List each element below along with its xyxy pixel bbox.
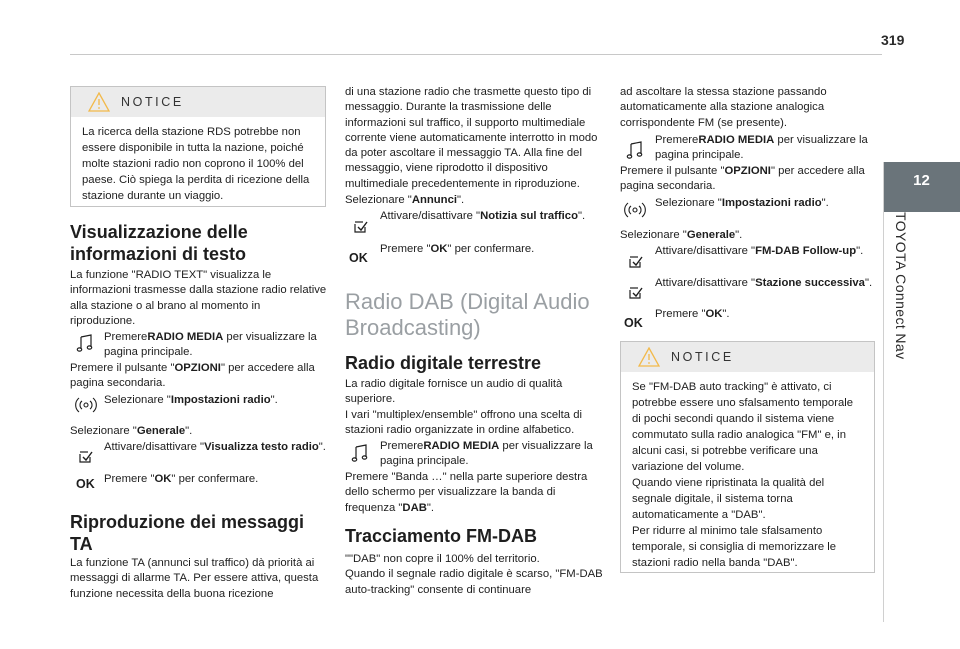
step-confirm-ok: Premere "OK". (655, 308, 730, 320)
warning-icon (88, 92, 110, 112)
notice-label: NOTICE (671, 350, 734, 364)
notice-box-fm-dab (620, 341, 875, 573)
paragraph-auto-tracking: Quando il segnale radio digitale è scarso, "FM-DAB auto-tracking" consente di continuare (345, 568, 603, 596)
paragraph-ta-continued: di una stazione radio che trasmette questo tipo di messaggio. Durante la trasmissione delle informazioni sul traffico, il supporto multimediale corrente viene automaticamente interrotto in modo da poter ascoltare il messaggio TA. Alla fine del messaggio, viene riprodotto il dispositivo multimediale precedentemente in riproduzione. (345, 86, 598, 190)
step-general: Selezionare "Generale". (620, 229, 743, 241)
header-rule (70, 54, 882, 55)
checkbox-icon (78, 448, 94, 464)
step-announcements: Selezionare "Annunci". (345, 194, 465, 206)
heading-digital-radio: Radio digitale terrestre (345, 353, 542, 373)
step-radio-media: PremereRADIO MEDIA per visualizzare la pagina principale. (380, 440, 593, 468)
heading-radio-text: Visualizzazione delle informazioni di testo (70, 222, 248, 264)
heading-ta-messages: Riproduzione dei messaggi TA (70, 512, 305, 554)
step-confirm-ok: Premere "OK" per confermare. (380, 243, 535, 255)
page-number: 319 (881, 32, 905, 48)
paragraph-dab-coverage: ""DAB" non copre il 100% del territorio. (345, 553, 540, 565)
paragraph-tracking-continued: ad ascoltare la stessa stazione passando automaticamente alla stazione analogica corrispondente FM (se presente). (620, 86, 827, 129)
warning-icon (638, 347, 660, 367)
step-confirm-ok: Premere "OK" per confermare. (104, 473, 259, 485)
side-rule (883, 162, 884, 622)
music-note-icon (626, 140, 644, 160)
checkbox-icon (353, 218, 369, 234)
notice-box-rds (70, 86, 326, 207)
ok-icon: OK (349, 251, 368, 265)
notice-text-minimize: Per ridurre al minimo tale sfalsamento temporale, si consiglia di memorizzare le stazioni radio nella banda "DAB". (632, 525, 837, 569)
step-radio-media: PremereRADIO MEDIA per visualizzare la pagina principale. (104, 331, 317, 359)
step-radio-settings: Selezionare "Impostazioni radio". (104, 394, 278, 406)
step-general: Selezionare "Generale". (70, 425, 193, 437)
notice-text: La ricerca della stazione RDS potrebbe non essere disponibile in tutta la nazione, poiché molte stazioni radio non coprono il 100% del paese. Ciò spiega la perdita di ricezione della stazione durante un viaggio. (82, 126, 310, 202)
paragraph-multiplex: I vari "multiplex/ensemble" offrono una scelta di stazioni radio organizzate in ordine alfabetico. (345, 408, 583, 436)
notice-label: NOTICE (121, 95, 184, 109)
radio-signal-icon (74, 395, 98, 415)
step-radio-settings: Selezionare "Impostazioni radio". (655, 197, 829, 209)
heading-radio-dab: Radio DAB (Digital Audio Broadcasting) (345, 289, 590, 340)
step-options: Premere il pulsante "OPZIONI" per accedere alla pagina secondaria. (70, 362, 315, 390)
checkbox-icon (628, 284, 644, 300)
step-next-station: Attivare/disattivare "Stazione successiva". (655, 277, 873, 289)
step-radio-media: PremereRADIO MEDIA per visualizzare la pagina principale. (655, 134, 868, 162)
paragraph-radio-text: La funzione "RADIO TEXT" visualizza le informazioni trasmesse dalla stazione radio relative alla stazione o al brano al momento in riproduzione. (70, 269, 327, 327)
step-traffic-news: Attivare/disattivare "Notizia sul traffico". (380, 210, 586, 222)
notice-text-delay: Se "FM-DAB auto tracking" è attivato, ci potrebbe essere uno sfalsamento temporale di pochi secondi quando il sistema viene commutato sulla radio analogica "FM" e, in alcuni casi, si potrebbe verificare una variazione del volume. (632, 381, 854, 473)
notice-text-restore: Quando viene ripristinata la qualità del segnale digitale, il sistema torna automaticamente a "DAB". (632, 477, 825, 521)
step-options: Premere il pulsante "OPZIONI" per accedere alla pagina secondaria. (620, 165, 865, 193)
heading-fm-dab: Tracciamento FM-DAB (345, 526, 538, 546)
chapter-number: 12 (913, 172, 930, 189)
step-band-dab: Premere "Banda …" nella parte superiore destra dello schermo per visualizzare la banda di frequenza "DAB". (345, 471, 588, 514)
paragraph-digital-quality: La radio digitale fornisce un audio di qualità superiore. (345, 378, 563, 406)
music-note-icon (351, 443, 369, 463)
step-fm-dab-follow: Attivare/disattivare "FM-DAB Follow-up". (655, 245, 864, 257)
music-note-icon (76, 333, 94, 353)
ok-icon: OK (624, 316, 643, 330)
radio-signal-icon (623, 200, 647, 220)
ok-icon: OK (76, 477, 95, 491)
paragraph-ta: La funzione TA (annunci sul traffico) dà priorità ai messaggi di allarme TA. Per essere attiva, questa funzione necessita della buona ricezione (70, 557, 319, 600)
checkbox-icon (628, 253, 644, 269)
step-toggle-radio-text: Attivare/disattivare "Visualizza testo radio". (104, 441, 326, 453)
chapter-title: TOYOTA Connect Nav (893, 212, 909, 360)
